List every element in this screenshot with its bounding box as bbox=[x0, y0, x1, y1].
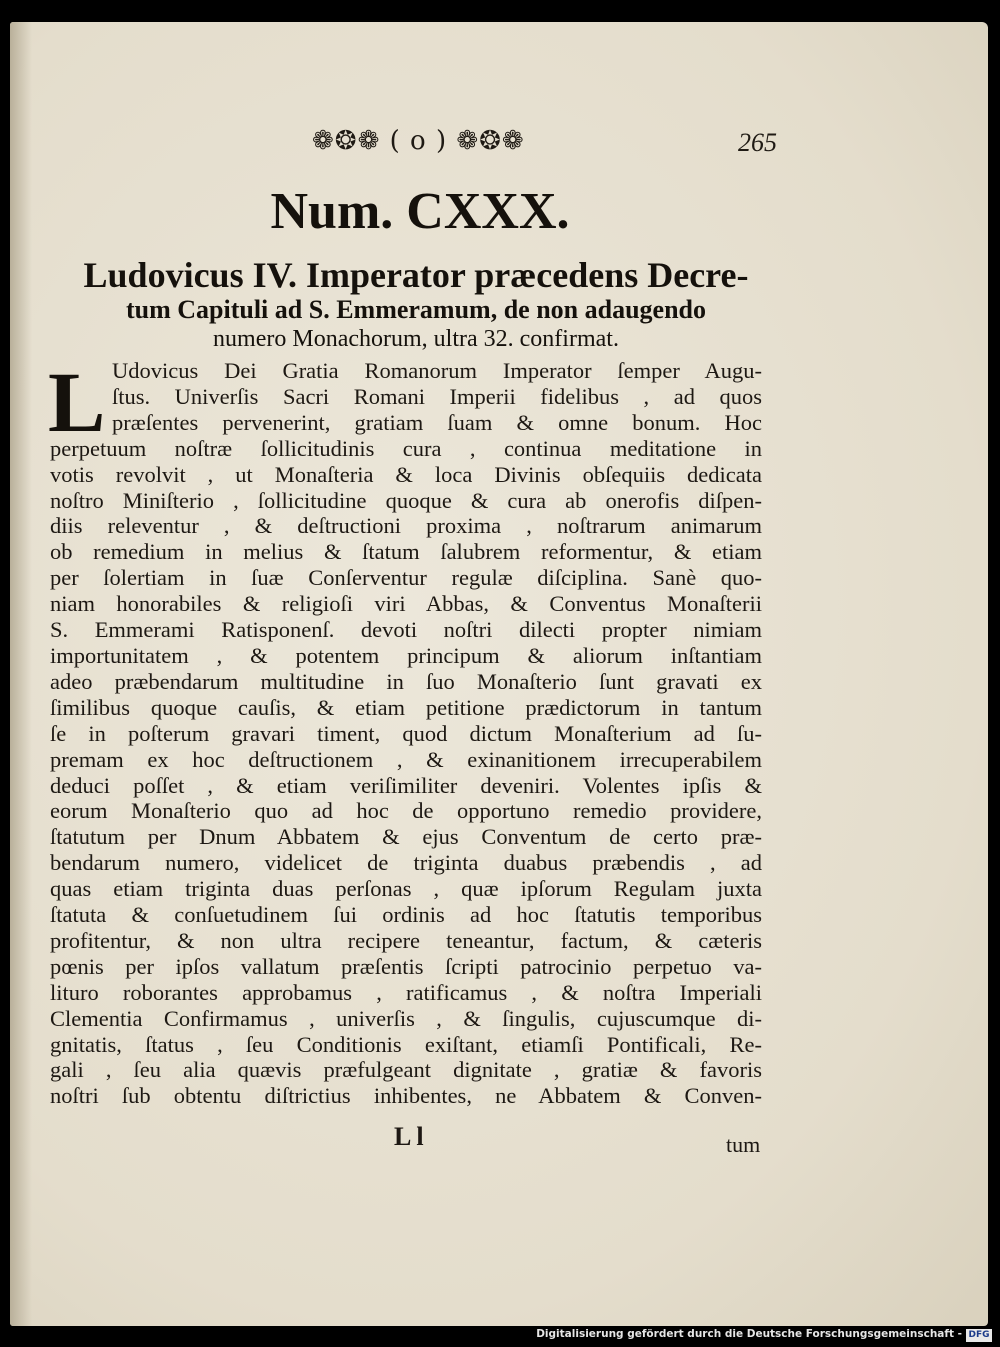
body-line: importunitatem , & potentem principum & aliorum inſtantiam bbox=[50, 642, 762, 668]
body-line: gnitatis, ſtatus , ſeu Conditionis exiſtant, etiamſi Pontificali, Re- bbox=[50, 1031, 762, 1057]
body-line: adeo præbendarum multitudine in ſuo Monaſterio ſunt gravati ex bbox=[50, 668, 762, 694]
body-line: S. Emmerami Ratisponenſ. devoti noſtri dilecti propter nimiam bbox=[50, 617, 762, 643]
header-ornament: ❁❂❁ ( o ) ❁❂❁ bbox=[312, 126, 525, 156]
heading-line-3: numero Monachorum, ultra 32. confirmat. bbox=[213, 326, 619, 352]
body-line: præſentes pervenerint, gratiam ſuam & omne bonum. Hoc bbox=[112, 409, 762, 435]
body-line: Clementia Confirmamus , univerſis , & ſingulis, cujuscumque di- bbox=[50, 1005, 762, 1031]
body-line: niam honorabiles & religioſi viri Abbas, & Conventus Monaſterii bbox=[50, 591, 762, 617]
body-line: ſimilibus quoque cauſis, & etiam petitione prædictorum in tantum bbox=[50, 694, 762, 720]
body-line: noſtro Miniſterio , ſollicitudine quoque & cura ab onerofis diſpen- bbox=[50, 487, 762, 513]
body-line: gali , ſeu alia quævis præfulgeant dignitate , gratiæ & favoris bbox=[50, 1057, 762, 1083]
body-line: votis revolvit , ut Monaſteria & loca Divinis obſequiis dedicata bbox=[50, 461, 762, 487]
body-line: lituro roborantes approbamus , ratificamus , & noſtra Imperiali bbox=[50, 979, 762, 1005]
body-line: ſe in poſterum gravari timent, quod dictum Monaſterium ad ſu- bbox=[50, 720, 762, 746]
body-text bbox=[48, 354, 762, 1109]
digitization-credit: Digitalisierung gefördert durch die Deutsche Forschungsgemeinschaft - bbox=[536, 1328, 962, 1340]
drop-cap: L bbox=[48, 354, 106, 450]
document-heading bbox=[60, 255, 772, 353]
body-line: pœnis per ipſos vallatum præſentis ſcripti patrocinio perpetuo va- bbox=[50, 953, 762, 979]
body-line: profitentur, & non ultra recipere teneantur, factum, & cæteris bbox=[50, 927, 762, 953]
page-number: 265 bbox=[738, 128, 777, 157]
heading-line-1: Ludovicus IV. Imperator præcedens Decre- bbox=[83, 255, 749, 295]
body-line: quas etiam triginta duas perſonas , quæ ipſorum Regulam juxta bbox=[50, 876, 762, 902]
body-line: premam ex hoc deſtructionem , & exinanitionem irrecuperabilem bbox=[50, 746, 762, 772]
body-line: ſtatuta & conſuetudinem ſui ordinis ad hoc ſtatutis temporibus bbox=[50, 902, 762, 928]
body-line: ſtus. Univerſis Sacri Romani Imperii fidelibus , ad quos bbox=[112, 383, 762, 409]
signature-mark: L l bbox=[394, 1122, 424, 1151]
body-line: per ſolertiam in ſuæ Conſerventur regulæ diſciplina. Sanè quo- bbox=[50, 565, 762, 591]
document-number-title: Num. CXXX. bbox=[270, 183, 570, 240]
body-line: noſtri ſub obtentu diſtrictius inhibentes, ne Abbatem & Conven- bbox=[50, 1083, 762, 1109]
dfg-logo[interactable]: DFG bbox=[966, 1329, 992, 1342]
catchword: tum bbox=[726, 1132, 761, 1157]
heading-line-2: tum Capituli ad S. Emmeramum, de non adaugendo bbox=[125, 295, 707, 324]
body-line: ſtatutum per Dnum Abbatem & ejus Conventum de certo præ- bbox=[50, 824, 762, 850]
body-line: perpetuum noſtræ ſollicitudinis cura , continua meditatione in bbox=[50, 435, 762, 461]
body-line: diis releventur , & deſtructioni proxima , noſtrarum animarum bbox=[50, 513, 762, 539]
body-line: Udovicus Dei Gratia Romanorum Imperator ſemper Augu- bbox=[112, 358, 762, 383]
body-line: bendarum numero, videlicet de triginta duabus præbendis , ad bbox=[50, 850, 762, 876]
body-line: deduci poſſet , & etiam veriſimiliter deveniri. Volentes ipſis & bbox=[50, 772, 762, 798]
body-line: eorum Monaſterio quo ad hoc de opportuno remedio providere, bbox=[50, 798, 762, 824]
body-line: ob remedium in melius & ſtatum ſalubrem reformentur, & etiam bbox=[50, 539, 762, 565]
